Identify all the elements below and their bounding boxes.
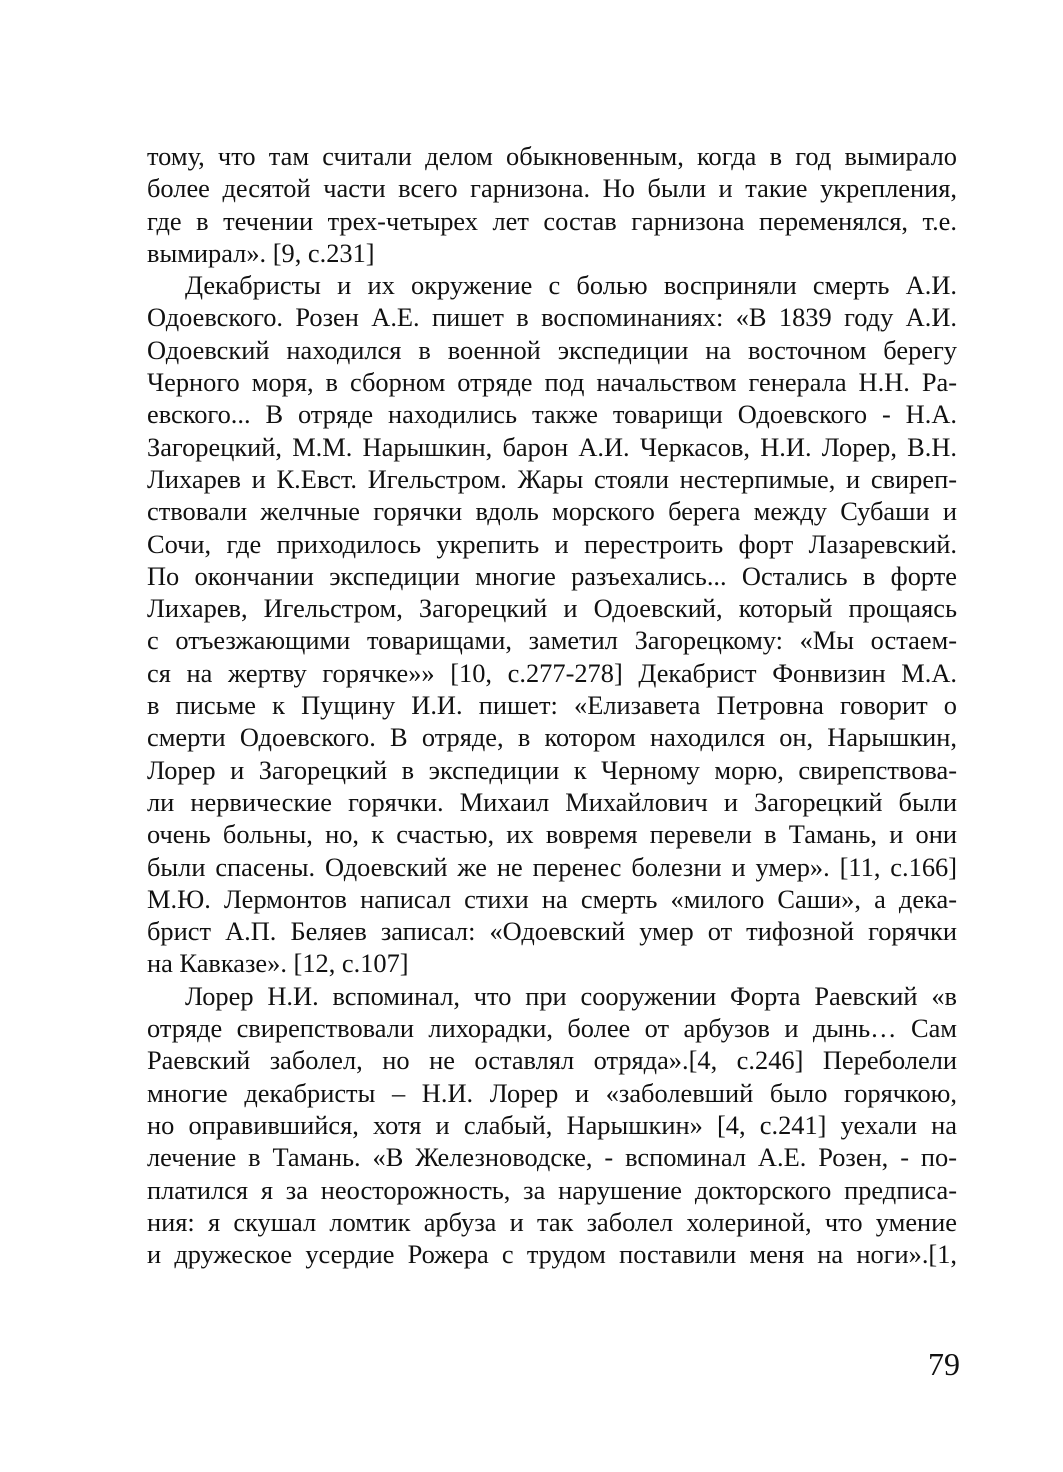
text-line: Лорер и Загорецкий в экспедиции к Черному морю, свирепствова- [147,754,957,785]
text-line: на Кавказе». [12, с.107] [147,948,409,979]
text-line: Черного моря, в сборном отряде под начальством генерала Н.Н. Ра- [147,367,957,398]
paragraph-2 [147,269,957,980]
text-line: Сочи, где приходилось укрепить и перестроить форт Лазаревский. [147,528,957,559]
text-line: но оправившийся, хотя и слабый, Нарышкин» [4, с.241] уехали на [147,1109,957,1140]
text-line: брист А.П. Беляев записал: «Одоевский умер от тифозной горячки [147,916,957,947]
text-line: ли нервические горячки. Михаил Михайлович и Загорецкий были [147,786,957,817]
text-line: отряде свирепствовали лихорадки, более от арбузов и дынь… Сам [147,1013,957,1044]
text-line: Загорецкий, М.М. Нарышкин, барон А.И. Черкасов, Н.И. Лорер, В.Н. [147,431,957,462]
text-line: лечение в Тамань. «В Железноводске, - вспоминал А.Е. Розен, - по- [147,1142,957,1173]
text-line: М.Ю. Лермонтов написал стихи на смерть «милого Саши», а дека- [147,883,957,914]
text-line: в письме к Пущину И.И. пишет: «Елизавета Петровна говорит о [147,690,957,721]
paragraph-3 [147,980,957,1271]
text-line: евского... В отряде находились также товарищи Одоевского - Н.А. [147,399,957,430]
text-line: Лорер Н.И. вспоминал, что при сооружении Форта Раевский «в [185,980,957,1011]
text-line: ся на жертву горячке»» [10, с.277-278] Декабрист Фонвизин М.А. [147,657,957,688]
text-line: смерти Одоевского. В отряде, в котором находился он, Нарышкин, [147,722,957,753]
text-line: ствовали желчные горячки вдоль морского берега между Субаши и [147,496,957,527]
text-line: многие декабристы – Н.И. Лорер и «заболевший было горячкою, [147,1077,957,1108]
text-line: Лихарев, Игельстром, Загорецкий и Одоевский, который прощаясь [147,593,957,624]
text-line: тому, что там считали делом обыкновенным, когда в год вымирало [147,141,957,171]
text-line: Декабристы и их окружение с болью восприняли смерть А.И. [185,270,957,301]
text-line: где в течении трех-четырех лет состав гарнизона переменялся, т.е. [147,205,957,236]
text-line: с отъезжающими товарищами, заметил Загорецкому: «Мы остаем- [147,625,957,656]
text-line: ния: я скушал ломтик арбуза и так заболел холериной, что умение [147,1206,957,1237]
text-line: платился я за неосторожность, за нарушение докторского предписа- [147,1174,957,1205]
paragraph-1 [147,140,957,269]
text-line: были спасены. Одоевский же не перенес болезни и умер». [11, с.166] [147,851,957,882]
text-line: очень больны, но, к счастью, их вовремя перевели в Тамань, и они [147,819,957,850]
text-line: По окончании экспедиции многие разъехались... Остались в форте [147,560,957,591]
text-line: Одоевский находился в военной экспедиции на восточном берегу [147,334,957,365]
page-number: 79 [928,1346,960,1382]
text-line: вымирал». [9, с.231] [147,237,375,268]
text-line: Одоевского. Розен А.Е. пишет в воспоминаниях: «В 1839 году А.И. [147,302,957,333]
text-line: Раевский заболел, но не оставлял отряда».[4, с.246] Переболели [147,1045,957,1076]
text-line: Лихарев и К.Евст. Игельстром. Жары стояли нестерпимые, и свиреп- [147,463,957,494]
text-line: более десятой части всего гарнизона. Но были и такие укрепления, [147,173,957,204]
text-line: и дружеское усердие Рожера с трудом поставили меня на ноги».[1, [147,1239,957,1270]
body-text [147,140,957,1270]
